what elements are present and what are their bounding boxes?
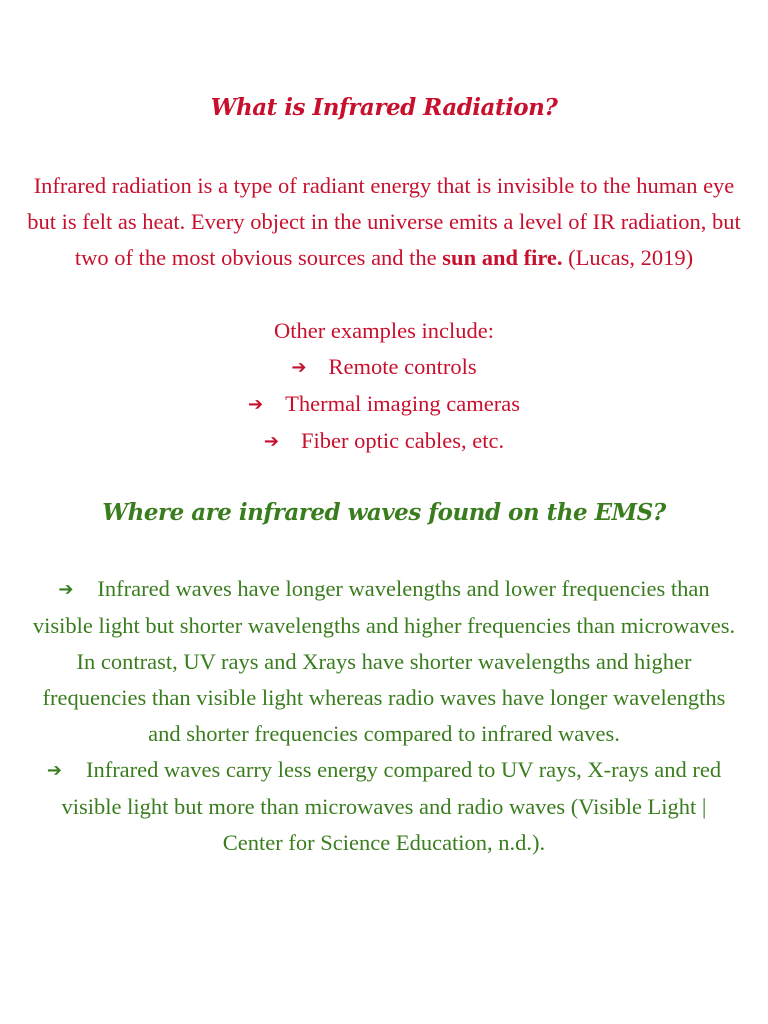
intro-line-3-text: two of the most obvious sources and the	[74, 245, 443, 270]
arrow-icon: ➔	[263, 431, 280, 452]
arrow-icon: ➔	[248, 394, 264, 415]
ems-bullet-2-line	[0, 752, 768, 789]
examples-label: Other examples include:	[274, 318, 494, 343]
arrow-icon: ➔	[291, 357, 307, 378]
list-item	[0, 423, 768, 460]
list-item-label: Fiber optic cables, etc.	[301, 428, 505, 453]
ems-bullet-1-line	[0, 571, 768, 608]
ems-bullet-1-line: frequencies than visible light whereas radio waves have longer wavelengths	[42, 685, 726, 710]
ems-bullet-1-line: In contrast, UV rays and Xrays have shorter wavelengths and higher	[76, 649, 692, 674]
ems-bullet-1-line: and shorter frequencies compared to infrared waves.	[148, 721, 620, 746]
arrow-icon: ➔	[46, 760, 62, 781]
intro-citation: (Lucas, 2019)	[562, 245, 694, 270]
list-item-label: Thermal imaging cameras	[285, 391, 520, 416]
intro-line-2: but is felt as heat. Every object in the universe emits a level of IR radiation, but	[27, 209, 741, 234]
ems-bullet-2-line: visible light but more than microwaves and radio waves (Visible Light |	[61, 794, 707, 819]
ems-bullet-2-line: Center for Science Education, n.d.).	[222, 830, 546, 855]
list-item	[0, 349, 768, 386]
intro-bold-text: sun and fire.	[442, 245, 563, 270]
ems-bullet-2-text: Infrared waves carry less energy compared to UV rays, X-rays and red	[85, 757, 722, 782]
ems-bullet-1-line: visible light but shorter wavelengths and higher frequencies than microwaves.	[32, 613, 736, 638]
intro-line-3	[0, 240, 768, 276]
arrow-icon: ➔	[58, 579, 74, 600]
list-item	[0, 386, 768, 423]
ems-bullet-1-text: Infrared waves have longer wavelengths and lower frequencies than	[97, 576, 710, 601]
intro-paragraph	[0, 168, 768, 276]
heading-infrared-radiation: What is Infrared Radiation?	[210, 94, 558, 121]
list-item-label: Remote controls	[328, 354, 477, 379]
ems-bullets	[0, 571, 768, 861]
intro-line-1: Infrared radiation is a type of radiant energy that is invisible to the human eye	[33, 173, 735, 198]
examples-list	[0, 349, 768, 460]
heading-ems: Where are infrared waves found on the EMS?	[102, 499, 666, 526]
